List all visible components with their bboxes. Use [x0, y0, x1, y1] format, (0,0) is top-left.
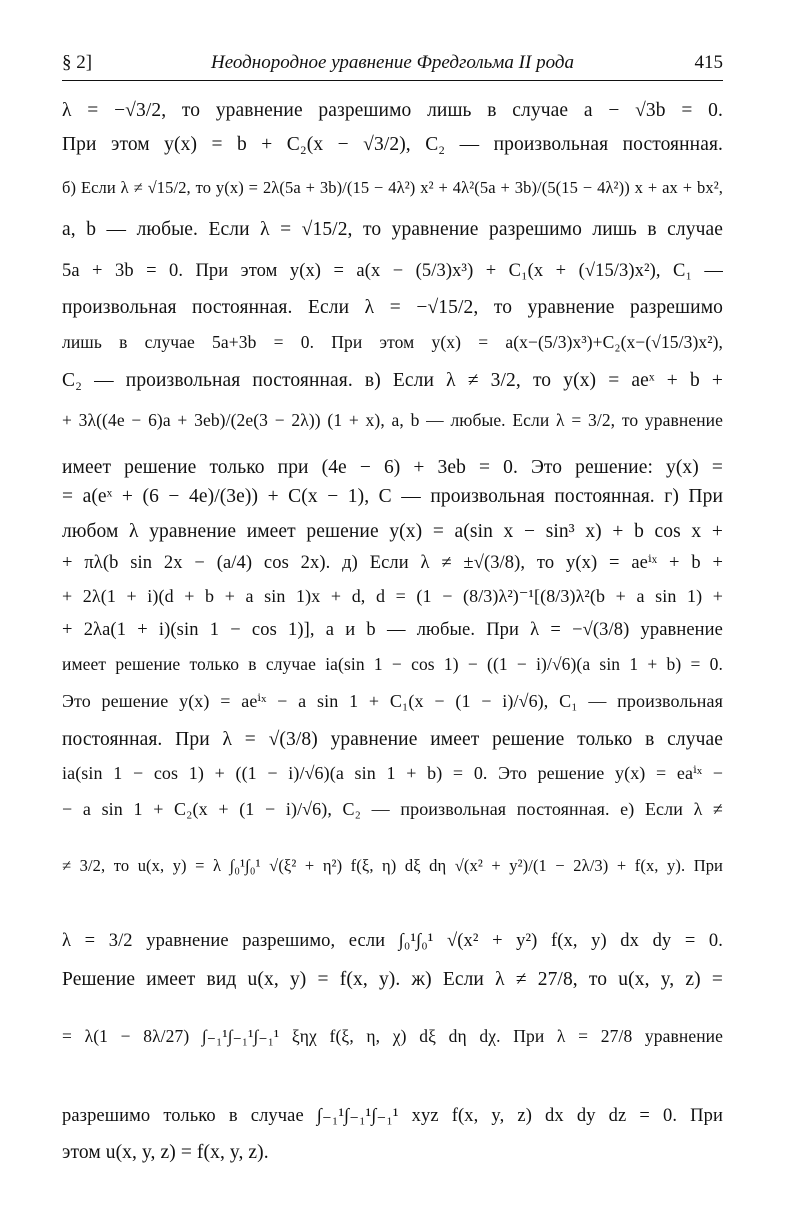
text-line: − a sin 1 + C₂(x + (1 − i)/√6), C₂ — произвольная постоянная. е) Если λ ≠	[62, 799, 723, 819]
text-line: a, b — любые. Если λ = √15/2, то уравнение разрешимо лишь в случае	[62, 219, 723, 240]
text-line: λ = 3/2 уравнение разрешимо, если ∫₀¹∫₀¹ √(x² + y²) f(x, y) dx dy = 0.	[62, 931, 723, 951]
text-line: имеет решение только при (4e − 6) + 3eb = 0. Это решение: y(x) =	[62, 457, 723, 478]
text-line: лишь в случае 5a+3b = 0. При этом y(x) = a(x−(5/3)x³)+C₂(x−(√15/3)x²),	[62, 332, 723, 352]
header-rule	[62, 80, 723, 81]
text-line: C₂ — произвольная постоянная. в) Если λ ≠ 3/2, то y(x) = aeˣ + b +	[62, 370, 723, 391]
text-line: Решение имеет вид u(x, y) = f(x, y). ж) Если λ ≠ 27/8, то u(x, y, z) =	[62, 969, 723, 990]
text-line: + 2λa(1 + i)(sin 1 − cos 1)], a и b — любые. При λ = −√(3/8) уравнение	[62, 620, 723, 640]
text-line: постоянная. При λ = √(3/8) уравнение имеет решение только в случае	[62, 729, 723, 750]
text-line: Это решение y(x) = aeⁱˣ − a sin 1 + C₁(x − (1 − i)/√6), C₁ — произвольная	[62, 691, 723, 711]
text-line: имеет решение только в случае ia(sin 1 − cos 1) − ((1 − i)/√6)(a sin 1 + b) = 0.	[62, 654, 723, 674]
text-line: любом λ уравнение имеет решение y(x) = a(sin x − sin³ x) + b cos x +	[62, 521, 723, 542]
text-line: ia(sin 1 − cos 1) + ((1 − i)/√6)(a sin 1 + b) = 0. Это решение y(x) = eaⁱˣ −	[62, 763, 723, 783]
text-line: разрешимо только в случае ∫₋₁¹∫₋₁¹∫₋₁¹ xyz f(x, y, z) dx dy dz = 0. При	[62, 1106, 723, 1126]
text-line: 5a + 3b = 0. При этом y(x) = a(x − (5/3)x³) + C₁(x + (√15/3)x²), C₁ —	[62, 261, 723, 281]
text-line: λ = −√3/2, то уравнение разрешимо лишь в случае a − √3b = 0.	[62, 100, 723, 121]
chapter-title: Неоднородное уравнение Фредгольма II рода	[211, 52, 574, 73]
page-number: 415	[694, 52, 723, 73]
running-header	[62, 52, 723, 86]
section-number: § 2]	[62, 52, 93, 73]
text-line: + 2λ(1 + i)(d + b + a sin 1)x + d, d = (1 − (8/3)λ²)⁻¹[(8/3)λ²(b + a sin 1) +	[62, 586, 723, 606]
text-line: = a(eˣ + (6 − 4e)/(3e)) + C(x − 1), C — произвольная постоянная. г) При	[62, 486, 723, 507]
text-line: ≠ 3/2, то u(x, y) = λ ∫₀¹∫₀¹ √(ξ² + η²) f(ξ, η) dξ dη √(x² + y²)/(1 − 2λ/3) + f(x, y). При	[62, 856, 723, 875]
text-line: При этом y(x) = b + C₂(x − √3/2), C₂ — произвольная постоянная.	[62, 134, 723, 155]
text-line: этом u(x, y, z) = f(x, y, z).	[62, 1142, 269, 1163]
text-line: произвольная постоянная. Если λ = −√15/2, то уравнение разрешимо	[62, 297, 723, 318]
text-line: + πλ(b sin 2x − (a/4) cos 2x). д) Если λ ≠ ±√(3/8), то y(x) = aeⁱˣ + b +	[62, 553, 723, 573]
text-line: = λ(1 − 8λ/27) ∫₋₁¹∫₋₁¹∫₋₁¹ ξηχ f(ξ, η, χ) dξ dη dχ. При λ = 27/8 уравнение	[62, 1026, 723, 1046]
text-line: + 3λ((4e − 6)a + 3eb)/(2e(3 − 2λ)) (1 + x), a, b — любые. Если λ = 3/2, то уравнение	[62, 410, 723, 430]
text-line: б) Если λ ≠ √15/2, то y(x) = 2λ(5a + 3b)/(15 − 4λ²) x² + 4λ²(5a + 3b)/(5(15 − 4λ²)) x + ax + bx²,	[62, 178, 723, 197]
